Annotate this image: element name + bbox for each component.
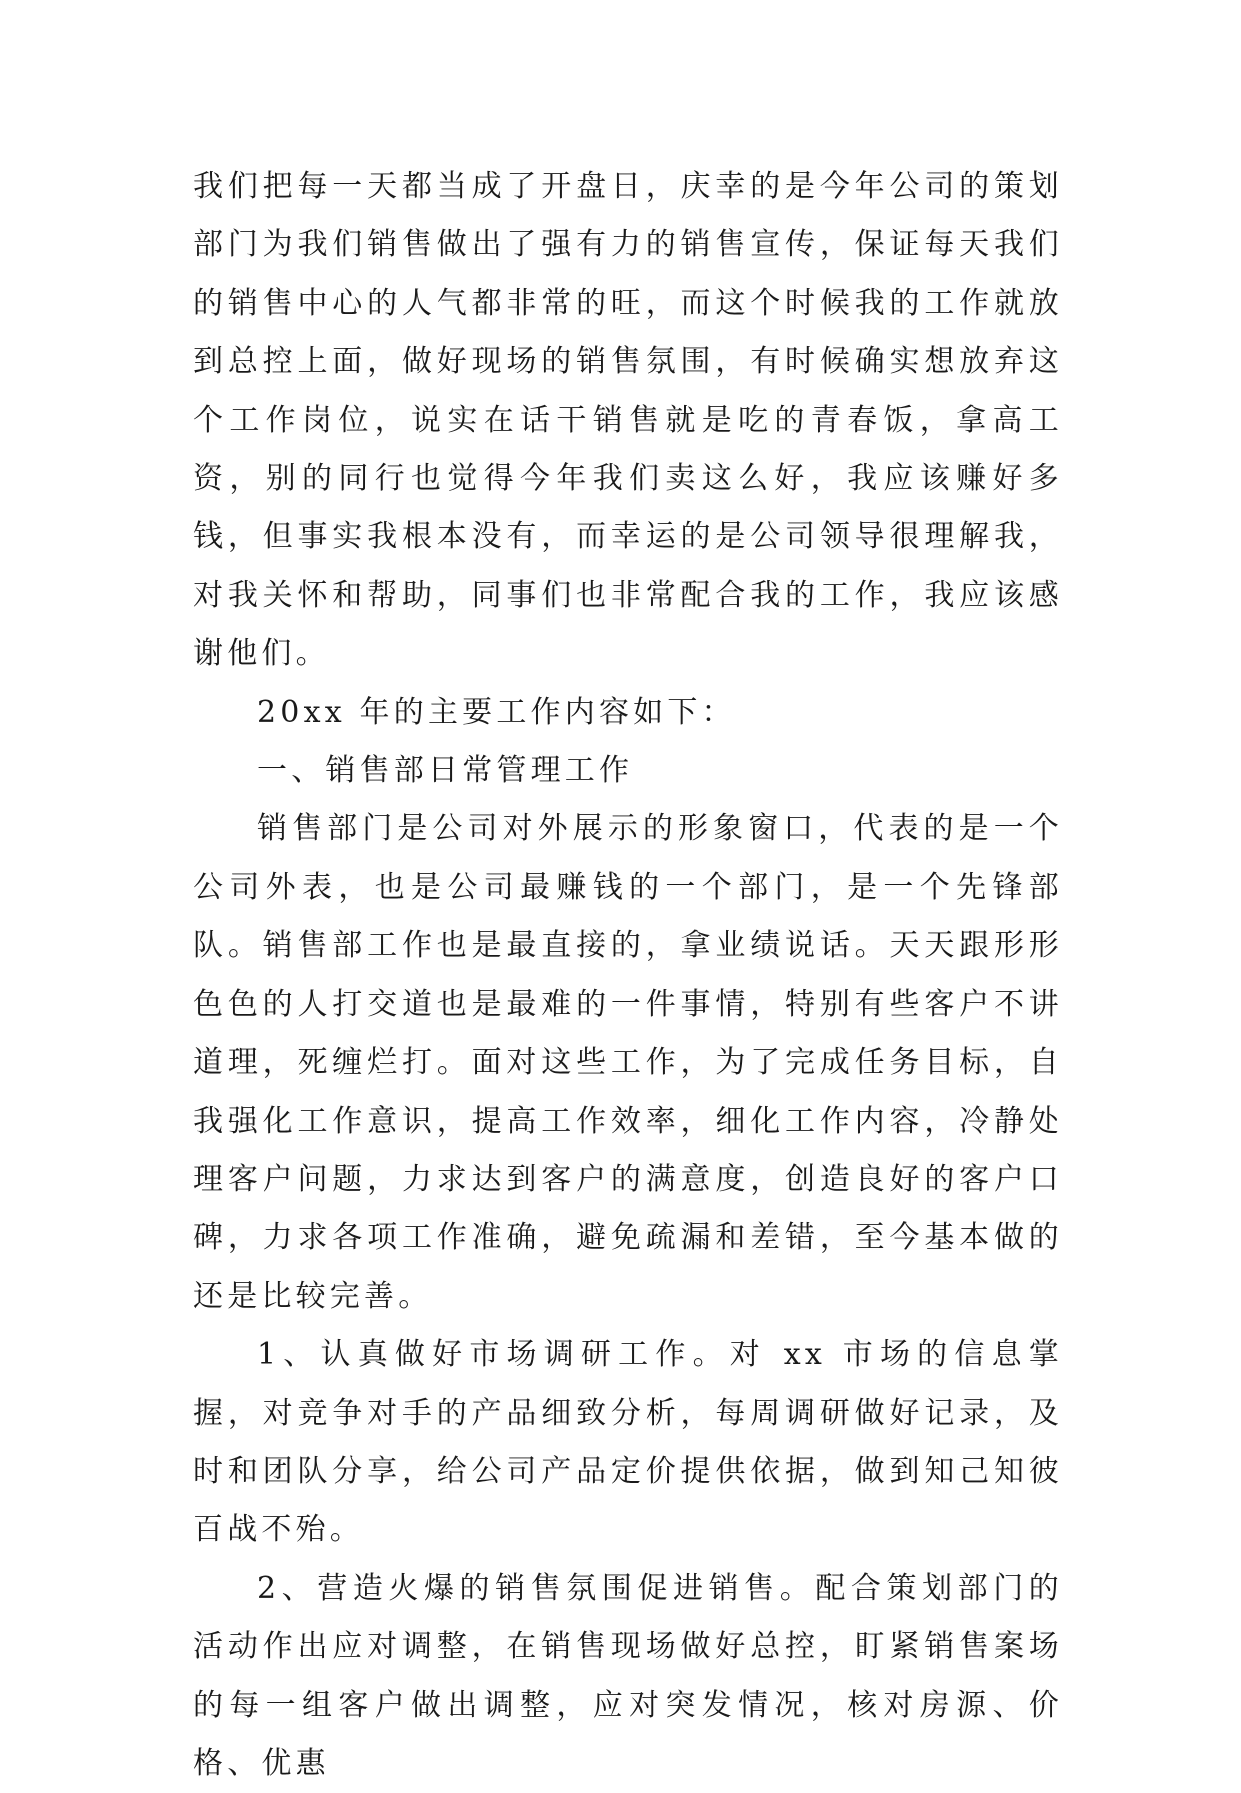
- paragraph-intro-heading: 20xx 年的主要工作内容如下：: [257, 694, 736, 730]
- paragraph-sales-department: 销售部门是公司对外展示的形象窗口，代表的是一个公司外表，也是公司最赚钱的一个部门，是一个先锋部队。销售部工作也是最直接的，拿业绩说话。天天跟形形色色的人打交道也是最难的一件事情，特别有些客户不讲道理，死缠烂打。面对这些工作，为了完成任务目标，自我强化工作意识，提高工作效率，细化工作内容，冷静处理客户问题，力求达到客户的满意度，创造良好的客户口碑，力求各项工作准确，避免疏漏和差错，至今基本做的还是比较完善。: [193, 811, 1063, 1314]
- paragraph-item-2-sales-atmosphere: 2、营造火爆的销售氛围促进销售。配合策划部门的活动作出应对调整，在销售现场做好总控，盯紧销售案场的每一组客户做出调整，应对突发情况，核对房源、价格、优惠: [193, 1570, 1063, 1781]
- paragraph-continuation: 我们把每一天都当成了开盘日，庆幸的是今年公司的策划部门为我们销售做出了强有力的销售宣传，保证每天我们的销售中心的人气都非常的旺，而这个时候我的工作就放到总控上面，做好现场的销售氛围，有时候确实想放弃这个工作岗位，说实在话干销售就是吃的青春饭，拿高工资，别的同行也觉得今年我们卖这么好，我应该赚好多钱，但事实我根本没有，而幸运的是公司领导很理解我，对我关怀和帮助，同事们也非常配合我的工作，我应该感谢他们。: [193, 169, 1063, 672]
- paragraph-item-1-market-research: 1、认真做好市场调研工作。对 xx 市场的信息掌握，对竞争对手的产品细致分析，每周调研做好记录，及时和团队分享，给公司产品定价提供依据，做到知己知彼百战不殆。: [193, 1337, 1063, 1548]
- section-heading-sales-management: 一、销售部日常管理工作: [257, 753, 634, 789]
- document-body: [193, 158, 1063, 1793]
